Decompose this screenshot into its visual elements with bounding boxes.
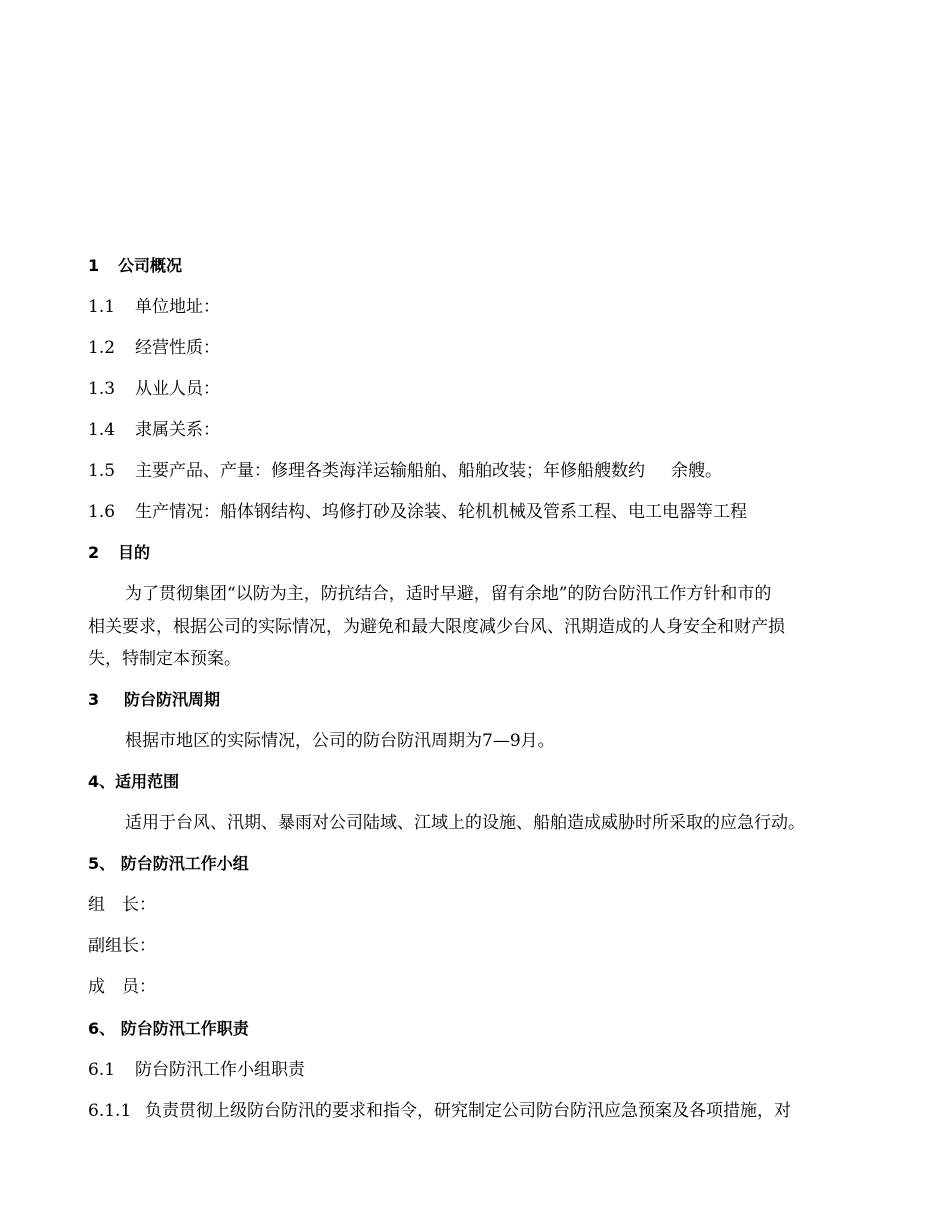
item-1-1 xyxy=(88,296,220,318)
deputy-leader-label: 副组长： xyxy=(88,936,156,956)
item-text: 经营性质： xyxy=(135,338,220,358)
paragraph-line: 根据市地区的实际情况，公司的防台防汛周期为7—9月。 xyxy=(125,731,555,751)
section-4-heading: 4、适用范围 xyxy=(88,772,180,791)
item-text: 从业人员： xyxy=(135,379,220,399)
item-1-4 xyxy=(88,419,220,441)
section-3-heading xyxy=(88,689,220,711)
item-text: 主要产品、产量：修理各类海洋运输船舶、船舶改装；年修船艘数约 xyxy=(135,461,645,481)
item-text: 生产情况：船体钢结构、坞修打砂及涂装、轮机机械及管系工程、电工电器等工程 xyxy=(135,502,747,522)
item-number: 6.1.1 xyxy=(88,1101,132,1121)
item-6-1 xyxy=(88,1059,305,1081)
item-number: 1.5 xyxy=(88,461,116,481)
item-text: 隶属关系： xyxy=(135,420,220,440)
section-title: 目的 xyxy=(118,543,151,562)
item-number: 1.3 xyxy=(88,379,116,399)
item-1-3 xyxy=(88,378,220,400)
member-label: 成 员： xyxy=(88,977,156,997)
item-number: 1.2 xyxy=(88,338,116,358)
section-title: 防台防汛周期 xyxy=(124,690,221,709)
item-6-1-1 xyxy=(88,1100,791,1122)
paragraph-line: 相关要求，根据公司的实际情况，为避免和最大限度减少台风、汛期造成的人身安全和财产损 xyxy=(88,617,785,637)
item-text: 防台防汛工作小组职责 xyxy=(135,1060,305,1080)
item-1-5 xyxy=(88,460,722,482)
item-text: 负责贯彻上级防台防汛的要求和指令，研究制定公司防台防汛应急预案及各项措施，对 xyxy=(145,1101,791,1121)
item-number: 1.6 xyxy=(88,502,116,522)
section-number: 1 xyxy=(88,256,100,275)
section-5-heading: 5、 防台防汛工作小组 xyxy=(88,854,249,873)
section-title: 公司概况 xyxy=(118,256,183,275)
section-1-heading xyxy=(88,255,182,277)
item-1-2 xyxy=(88,337,220,359)
item-number: 6.1 xyxy=(88,1060,116,1080)
paragraph-line: 适用于台风、汛期、暴雨对公司陆域、江域上的设施、船舶造成威胁时所采取的应急行动。 xyxy=(125,813,805,833)
item-number: 1.4 xyxy=(88,420,116,440)
item-number: 1.1 xyxy=(88,297,116,317)
section-number: 3 xyxy=(88,690,100,709)
section-6-heading: 6、 防台防汛工作职责 xyxy=(88,1019,249,1038)
item-1-6 xyxy=(88,501,747,523)
paragraph-line: 为了贯彻集团“以防为主，防抗结合，适时早避，留有余地”的防台防汛工作方针和市的 xyxy=(125,584,772,604)
item-text: 单位地址： xyxy=(135,297,220,317)
item-text-suffix: 余艘。 xyxy=(671,461,722,481)
paragraph-line: 失，特制定本预案。 xyxy=(88,649,241,669)
section-number: 2 xyxy=(88,543,100,562)
section-2-heading xyxy=(88,542,150,564)
group-leader-label: 组 长： xyxy=(88,895,156,915)
